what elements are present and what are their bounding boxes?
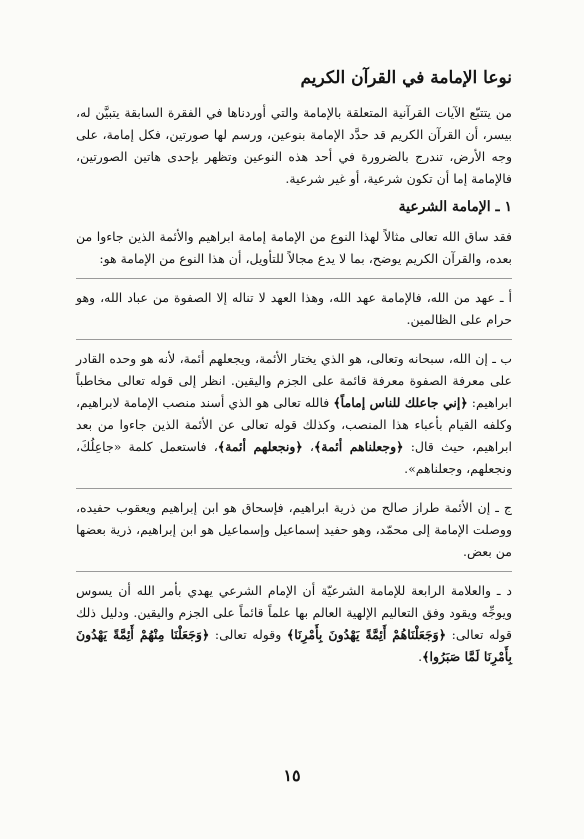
- point-jim: ج ـ إن الأئمة طراز صالح من ذرية ابراهيم، فإسحاق هو ابن إبراهيم ويعقوب حفيده، ووصلت الإمامة إلى محمّد، وهو حفيد إسماعيل وإسماعيل هو ابن إبراهيم، ذرية بعضها من بعض.: [76, 500, 512, 559]
- divider: [76, 571, 512, 572]
- quran-verse: ﴿وجعلناهم أئمة﴾: [313, 439, 404, 454]
- point-dal-text: وقوله تعالى:: [209, 627, 287, 642]
- section-heading: ١ ـ الإمامة الشرعية: [398, 199, 512, 215]
- divider: [76, 339, 512, 340]
- separator: ،: [302, 439, 314, 454]
- divider: [76, 278, 512, 279]
- point-ba: [76, 348, 512, 480]
- point-ba-text: ب ـ إن الله، سبحانه وتعالى، هو الذي يختار الأئمة، ويجعلهم أئمة، لأنه هو وحده القادر على معرفة الصفوة معرفة قائمة على الجزم واليقين. انظر إلى قوله تعالى مخاطباً ابراهيم:: [76, 351, 512, 410]
- point-ba-text: ، فاستعمل كلمة «جاعِلُكَ، ونجعلهم، وجعلناهم».: [76, 439, 512, 476]
- point-alef: أ ـ عهد من الله، فالإمامة عهد الله، وهذا العهد لا تناله إلا الصفوة من عباد الله، وهو حرام على الظالمين.: [76, 290, 512, 327]
- quran-verse: ﴿وَجَعَلْنَاهُمْ أَئِمَّةً يَهْدُونَ بِأَمْرِنَا﴾: [286, 627, 447, 642]
- point-ba-text: فالله تعالى هو الذي أسند منصب الإمامة لابراهيم، وكلفه القيام بأعباء هذا المنصب، وكذلك قوله تعالى عن الأئمة الذين جاءوا من بعد ابراهيم، حيث قال:: [76, 395, 513, 454]
- page-content: [76, 66, 512, 674]
- intro-paragraph: من يتتبّع الآيات القرآنية المتعلقة بالإمامة والتي أوردناها في الفقرة السابقة يتبيَّن له، بيسر، أن القرآن الكريم قد حدَّد الإمامة بنوعين، ورسم لها صورتين، فكل إمامة، على وجه الأرض، تندرج بالضرورة في أحد هذه النوعين وتظهر بإحدى هاتين الصورتين، فالإمامة إما أن تكون شرعية، أو غير شرعية.: [76, 105, 512, 186]
- quran-verse: ﴿إني جاعلك للناس إماماً﴾: [333, 395, 468, 410]
- quran-verse: ﴿ونجعلهم أئمة﴾: [217, 439, 303, 454]
- page-number: ١٥: [283, 766, 301, 785]
- divider: [76, 488, 512, 489]
- chapter-title: نوعا الإمامة في القرآن الكريم: [300, 68, 512, 88]
- point-dal-text: .: [418, 649, 423, 664]
- quran-verse: ﴿وَجَعَلْنَا مِنْهُمْ أَئِمَّةً يَهْدُونَ بِأَمْرِنَا لَمَّا صَبَرُوا﴾: [76, 627, 512, 664]
- point-dal: [76, 580, 512, 668]
- section-paragraph: فقد ساق الله تعالى مثالاً لهذا النوع من الإمامة إمامة ابراهيم والأئمة الذين جاءوا من بعده، والقرآن الكريم يوضح، بما لا يدع مجالاً للتأويل، أن هذا النوع من الإمامة هو:: [76, 229, 512, 266]
- point-dal-text: د ـ والعلامة الرابعة للإمامة الشرعيّة أن الإمام الشرعي يهدي بأمر الله أن يسوس ويوجِّه ويقود وفق التعاليم الإلهية العالم بها علماً قائماً على الجزم واليقين. ودليل ذلك قوله تعالى:: [76, 583, 512, 642]
